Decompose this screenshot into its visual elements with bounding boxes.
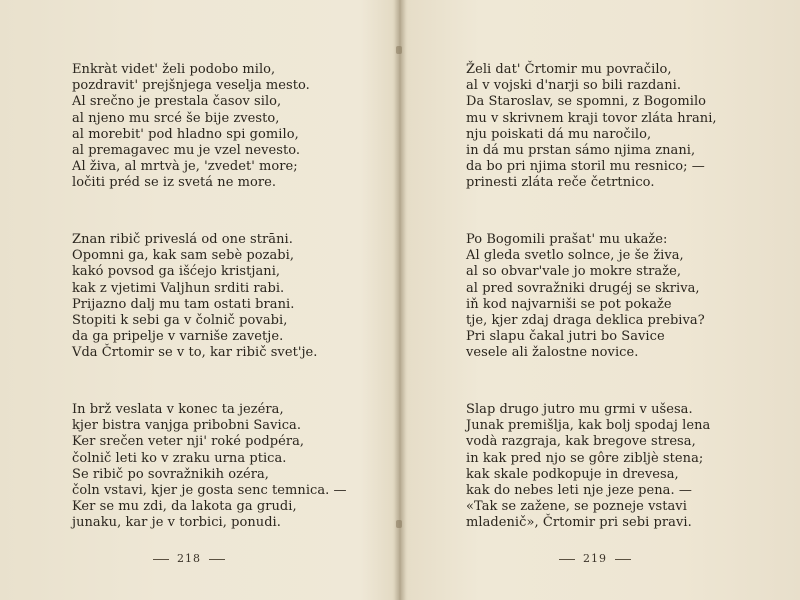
folio-dash (153, 559, 169, 560)
folio-dash (559, 559, 575, 560)
verse-line: in kak pred njo se gôre zibljè stena; (466, 450, 704, 466)
verse-line: Al živa, al mrtvà je, 'zvedet' more; (72, 159, 298, 175)
verse-line: nju poiskati dá mu naročilo, (466, 126, 652, 142)
verse-line: mu v skrivnem kraji tovor zláta hrani, (466, 110, 717, 126)
verse-line: tje, kjer zdaj draga deklica prebiva? (466, 313, 705, 329)
page-number-text: 219 (583, 552, 607, 565)
stanza (466, 402, 710, 532)
verse-line: pozdravit' prejšnjega veselja mesto. (72, 78, 310, 94)
verse-line: čoln vstavi, kjer je gosta senc temnica. — (72, 483, 347, 499)
stanza (466, 62, 717, 192)
verse-line: Enkràt videt' želi podobo milo, (72, 62, 276, 77)
verse-line: Prijazno dalj mu tam ostati brani. (72, 296, 295, 312)
page-number (396, 552, 794, 565)
verse-line: al v vojski d'narji so bili razdani. (466, 78, 682, 94)
verse-line: al njeno mu srcé še bije zvesto, (72, 110, 280, 126)
verse-line: iň kod najvarniši se pot pokaže (466, 296, 672, 312)
verse-line: Opomni ga, kak sam sebè pozabi, (72, 248, 295, 264)
verse-line: Al gleda svetlo solnce, je še živa, (466, 248, 684, 264)
stanza (72, 402, 347, 532)
verse-line: ločiti préd se iz svetá ne more. (72, 175, 277, 191)
page-number-text: 218 (177, 552, 201, 565)
verse-line: kak skale podkopuje in drevesa, (466, 466, 679, 482)
left-page (0, 0, 398, 600)
verse-line: da bo pri njima storil mu resnico; — (466, 159, 705, 175)
verse-line: Želi dat' Črtomir mu povračilo, (466, 62, 672, 77)
verse-line: kjer bistra vanjga pribobni Savica. (72, 418, 302, 434)
verse-line: Da Staroslav, se spomni, z Bogomilo (466, 94, 707, 110)
verse-line: vesele ali žalostne novice. (466, 345, 639, 361)
verse-line: Vda Črtomir se v to, kar ribič svet'je. (72, 345, 318, 361)
verse-line: kakó povsod ga išćejo kristjani, (72, 264, 281, 280)
verse-line: Ker srečen veter nji' roké podpéra, (72, 434, 305, 450)
verse-line: In brž veslata v konec ta jezéra, (72, 402, 284, 417)
stanza (72, 232, 317, 362)
verse-line: al premagavec mu je vzel nevesto. (72, 143, 301, 159)
verse-line: al morebit' pod hladno spi gomilo, (72, 126, 299, 142)
page-number (0, 552, 388, 565)
verse-line: kak do nebes leti nje jeze pena. — (466, 483, 692, 499)
verse-line: «Tak se zažene, se pozneje vstavi (466, 499, 687, 515)
verse-line: Po Bogomili prašat' mu ukaže: (466, 232, 668, 247)
verse-line: Slap drugo jutro mu grmi v ušesa. (466, 402, 693, 417)
verse-line: al so obvar'vale jo mokre straže, (466, 264, 682, 280)
verse-line: prinesti zláta reče četrtnico. (466, 175, 655, 191)
verse-line: Junak premišlja, kak bolj spodaj lena (466, 418, 711, 434)
verse-line: vodà razgraja, kak bregove stresa, (466, 434, 696, 450)
folio-dash (615, 559, 631, 560)
verse-line: da ga pripelje v varniše zavetje. (72, 329, 284, 345)
verse-line: mladenič», Črtomir pri sebi pravi. (466, 515, 692, 531)
verse-line: čolnič leti ko v zraku urna ptica. (72, 450, 287, 466)
verse-line: Al srečno je prestala časov silo, (72, 94, 282, 110)
verse-line: in dá mu prstan sámo njima znani, (466, 143, 696, 159)
verse-line: kak z vjetimi Valjhun srditi rabi. (72, 280, 285, 296)
verse-line: Stopiti k sebi ga v čolnič povabi, (72, 313, 288, 329)
verse-line: Ker se mu zdi, da lakota ga grudi, (72, 499, 297, 515)
stanza (466, 232, 705, 362)
verse-line: junaku, kar je v torbici, ponudi. (72, 515, 281, 531)
verse-line: Znan ribič priveslá od one strāni. (72, 232, 293, 247)
verse-line: Se ribič po sovražnikih ozéra, (72, 466, 269, 482)
stanza (72, 62, 310, 192)
verse-line: al pred sovražniki drugéj se skriva, (466, 280, 700, 296)
verse-line: Pri slapu čakal jutri bo Savice (466, 329, 665, 345)
right-page (402, 0, 800, 600)
folio-dash (209, 559, 225, 560)
